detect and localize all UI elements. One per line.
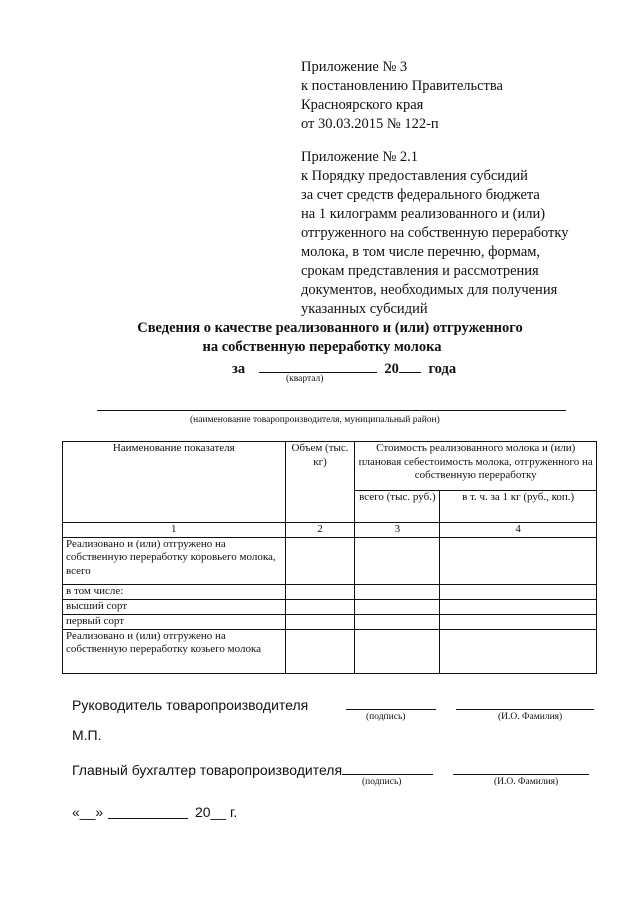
- appendix-2-1-header: [301, 148, 568, 319]
- table-row: [63, 584, 597, 599]
- appendix-2-1-line: отгруженного на собственную переработку: [301, 225, 569, 241]
- period-prefix: за: [232, 361, 246, 377]
- signature-label: (подпись): [362, 777, 402, 787]
- date-month-line: [108, 818, 188, 819]
- appendix-3-line: от 30.03.2015 № 122-п: [301, 116, 439, 132]
- header-volume: Объем (тыс. кг): [285, 442, 355, 523]
- date-day: «__»: [72, 804, 104, 820]
- appendix-2-1-line: молока, в том числе перечню, формам,: [301, 244, 541, 260]
- cell-empty: [440, 584, 597, 599]
- cell-empty: [355, 599, 440, 614]
- header-cost-total: всего (тыс. руб.): [355, 491, 440, 523]
- accountant-name-line: [453, 774, 589, 775]
- row-label-goat-milk: Реализовано и (или) отгружено на собственную переработку козьего молока: [63, 629, 286, 673]
- name-label: (И.О. Фамилия): [494, 777, 559, 787]
- row-label-including: в том числе:: [63, 584, 286, 599]
- cell-empty: [440, 629, 597, 673]
- head-name-line: [456, 709, 594, 710]
- appendix-2-1-line: Приложение № 2.1: [301, 149, 419, 165]
- table-row: [63, 614, 597, 629]
- stamp-label: М.П.: [72, 727, 102, 743]
- period-suffix: года: [428, 361, 457, 377]
- cell-empty: [355, 584, 440, 599]
- name-label: (И.О. Фамилия): [498, 712, 563, 722]
- period-year: 20: [384, 361, 399, 377]
- column-number: 4: [440, 523, 597, 538]
- appendix-3-line: к постановлению Правительства: [301, 78, 503, 94]
- row-label-first-grade: первый сорт: [63, 614, 286, 629]
- column-number: 1: [63, 523, 286, 538]
- cell-empty: [440, 614, 597, 629]
- cell-empty: [440, 537, 597, 584]
- column-number: 3: [355, 523, 440, 538]
- cell-empty: [285, 537, 355, 584]
- appendix-3-line: Приложение № 3: [301, 59, 408, 75]
- table-column-numbers-row: [63, 523, 597, 538]
- appendix-2-1-line: документов, необходимых для получения: [301, 282, 558, 298]
- header-cost-per-kg: в т. ч. за 1 кг (руб., коп.): [440, 491, 597, 523]
- accountant-signature-line: [342, 774, 433, 775]
- table-row: [63, 599, 597, 614]
- appendix-2-1-line: на 1 килограмм реализованного и (или): [301, 206, 546, 222]
- row-label-cow-milk: Реализовано и (или) отгружено на собственную переработку коровьего молока, всего: [63, 537, 286, 584]
- appendix-2-1-line: к Порядку предоставления субсидий: [301, 168, 528, 184]
- cell-empty: [355, 629, 440, 673]
- cell-empty: [355, 537, 440, 584]
- signature-label: (подпись): [366, 712, 406, 722]
- cell-empty: [355, 614, 440, 629]
- table-header-row: [63, 442, 597, 491]
- cell-empty: [285, 614, 355, 629]
- period-line: [232, 358, 456, 378]
- appendix-2-1-line: срокам представления и рассмотрения: [301, 263, 539, 279]
- head-of-producer-label: Руководитель товаропроизводителя: [72, 697, 309, 713]
- head-signature-line: [346, 709, 436, 710]
- cell-empty: [285, 584, 355, 599]
- appendix-3-header: [301, 58, 503, 134]
- column-number: 2: [285, 523, 355, 538]
- table-row: [63, 629, 597, 673]
- quarter-blank: [259, 358, 377, 373]
- appendix-2-1-line: за счет средств федерального бюджета: [301, 187, 540, 203]
- header-indicator-name: Наименование показателя: [63, 442, 286, 523]
- cell-empty: [440, 599, 597, 614]
- date-year: 20__ г.: [195, 804, 238, 820]
- cell-empty: [285, 629, 355, 673]
- chief-accountant-label: Главный бухгалтер товаропроизводителя: [72, 762, 343, 778]
- producer-label: (наименование товаропроизводителя, муниципальный район): [190, 415, 440, 425]
- document-title-line-2: на собственную переработку молока: [202, 339, 442, 355]
- quarter-label: (квартал): [286, 374, 324, 384]
- table-row: [63, 537, 597, 584]
- year-blank: [399, 358, 421, 373]
- cell-empty: [285, 599, 355, 614]
- row-label-premium-grade: высший сорт: [63, 599, 286, 614]
- document-title-line-1: Сведения о качестве реализованного и (или) отгруженного: [137, 320, 523, 336]
- appendix-3-line: Красноярского края: [301, 97, 424, 113]
- producer-name-line: [97, 410, 566, 411]
- quality-report-table: [62, 441, 597, 674]
- header-cost: Стоимость реализованного молока и (или) плановая себестоимость молока, отгруженного на собственную переработку: [355, 442, 597, 491]
- appendix-2-1-line: указанных субсидий: [301, 301, 428, 317]
